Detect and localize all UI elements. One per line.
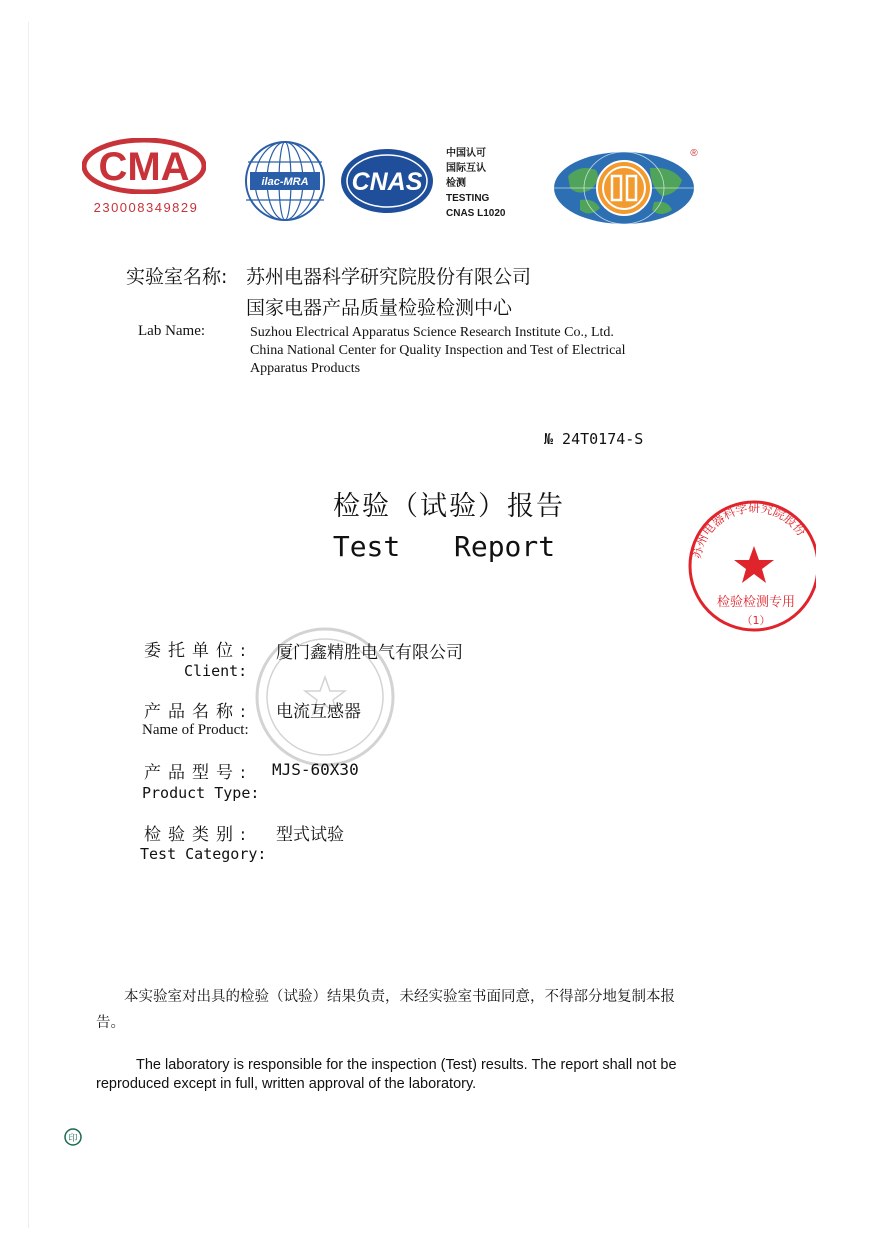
disclaimer-cn: 本实验室对出具的检验（试验）结果负责，未经实验室书面同意，不得部分地复制本报告。 (96, 989, 675, 1031)
cnas-line: CNAS L1020 (446, 208, 506, 219)
seal-icon (676, 492, 816, 642)
official-seal-stamp (676, 492, 816, 642)
client-label-cn: 委托单位: (144, 641, 253, 661)
lab-name-cn-line1: 苏州电器科学研究院股份有限公司 (246, 266, 532, 288)
lab-name-en-line2: China National Center for Quality Inspection and Test of Electrical (250, 343, 626, 358)
client-label-en: Client: (184, 662, 248, 680)
product-type-label-en: Product Type: (142, 784, 260, 802)
cnas-line: TESTING (446, 193, 490, 204)
svg-text:苏州电器科学研究院股份 (689, 500, 808, 560)
lab-name-label-cn: 实验室名称: (126, 266, 228, 288)
test-category-value: 型式试验 (276, 825, 344, 845)
seal-top-text: 苏州电器科学研究院股份 (689, 500, 809, 560)
lab-name-label-en: Lab Name: (138, 323, 206, 339)
footer-seal-mark (64, 1128, 82, 1146)
cma-number: 230008349829 (93, 200, 199, 215)
footer-mark-text: 印 (68, 1134, 78, 1144)
cma-logo (82, 138, 210, 218)
lab-name-en-line1: Suzhou Electrical Apparatus Science Research Institute Co., Ltd. (250, 325, 614, 340)
cnas-line: 检测 (446, 178, 466, 189)
lab-name-cn-line2: 国家电器产品质量检验检测中心 (246, 297, 513, 319)
cma-mark-icon (82, 138, 206, 194)
footer-mark-icon (64, 1128, 82, 1146)
globe-logo (550, 146, 700, 226)
cnas-mark-icon (340, 148, 434, 214)
seal-bottom-text: 检验检测专用 (716, 595, 796, 610)
cnas-line: 国际互认 (446, 163, 486, 174)
cnas-line: 中国认可 (446, 148, 486, 159)
cnas-logo (340, 148, 434, 214)
ilac-mra-logo (244, 140, 326, 222)
registered-mark: ® (690, 148, 698, 159)
product-type-value: MJS-60X30 (272, 760, 359, 779)
ilac-globe-icon (244, 140, 326, 222)
product-name-value: 电流互感器 (276, 702, 361, 722)
seal-number: （1） (741, 614, 771, 627)
lab-name-en-line3: Apparatus Products (250, 361, 361, 376)
product-name-label-en: Name of Product: (142, 722, 249, 738)
product-name-label-cn: 产品名称: (144, 702, 253, 722)
client-value: 厦门鑫精胜电气有限公司 (276, 643, 463, 663)
cma-text: CMA (98, 145, 190, 189)
report-title-en: Test Report (332, 530, 556, 563)
report-number: № 24T0174-S (544, 430, 644, 448)
cnas-accreditation-text (446, 146, 526, 221)
lab-name-en (250, 324, 700, 378)
test-category-label-en: Test Category: (140, 845, 267, 863)
ilac-text: ilac-MRA (261, 176, 309, 188)
report-title-cn: 检验（试验）报告 (333, 491, 565, 522)
globe-icon (550, 146, 700, 226)
disclaimer-en: The laboratory is responsible for the inspection (Test) results. The report shall not be reproduced except in full, written approval of the laboratory. (96, 1057, 677, 1092)
test-category-label-cn: 检验类别: (144, 825, 253, 845)
product-type-label-cn: 产品型号: (144, 763, 253, 783)
cnas-text: CNAS (351, 168, 423, 196)
